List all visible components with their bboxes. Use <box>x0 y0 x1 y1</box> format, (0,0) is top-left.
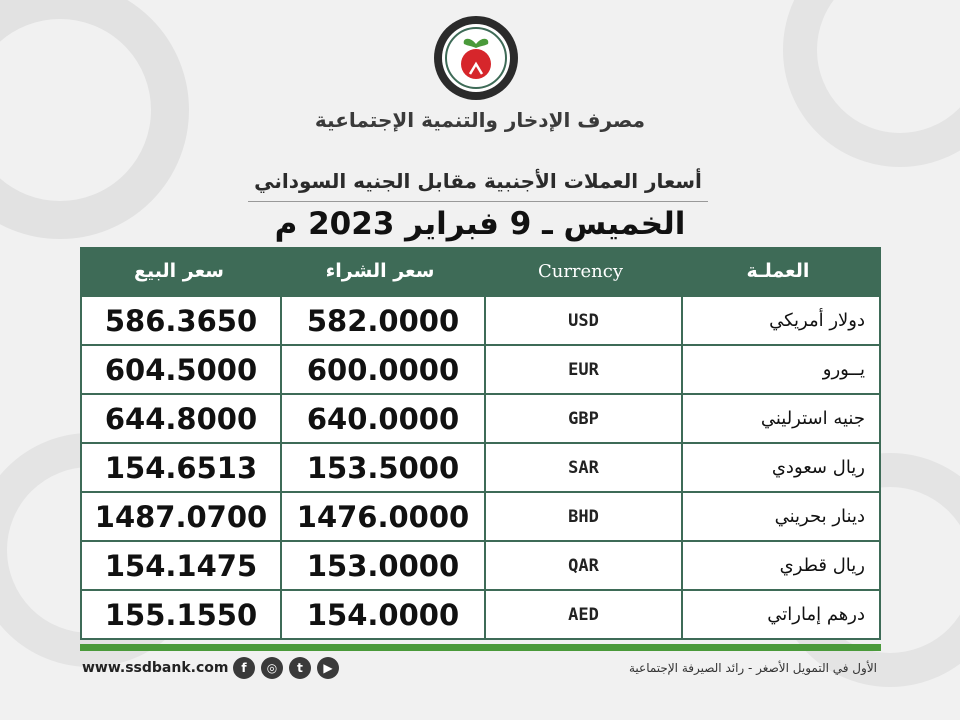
currency-code: EUR <box>484 346 681 393</box>
header-name: العملـة <box>746 260 810 282</box>
sell-rate: 604.5000 <box>104 352 258 387</box>
footer-bar <box>80 644 881 651</box>
currency-code: BHD <box>484 493 681 540</box>
table-row <box>82 295 879 346</box>
buy-rate: 640.0000 <box>280 395 484 442</box>
bank-name: مصرف الإدخار والتنمية الإجتماعية <box>314 108 646 132</box>
currency-name: ريال سعودي <box>681 444 879 491</box>
currency-name: دولار أمريكي <box>681 297 879 344</box>
sell-rate: 154.6513 <box>104 450 258 485</box>
table-header <box>80 247 881 295</box>
bank-logo <box>432 14 520 102</box>
social-links <box>233 657 339 679</box>
buy-rate: 153.5000 <box>280 444 484 491</box>
twitter-icon[interactable]: t <box>289 657 311 679</box>
currency-code: QAR <box>484 542 681 589</box>
sell-rate: 154.1475 <box>104 548 258 583</box>
buy-rate: 154.0000 <box>280 591 484 638</box>
header-buy: سعر الشراء <box>325 260 435 282</box>
facebook-icon[interactable]: f <box>233 657 255 679</box>
bank-slogan: الأول في التمويل الأصغر - رائد الصيرفة الإجتماعية <box>628 661 877 675</box>
currency-code: USD <box>484 297 681 344</box>
table-row <box>82 493 879 542</box>
page-title: أسعار العملات الأجنبية مقابل الجنيه السوداني <box>254 169 702 193</box>
buy-rate: 153.0000 <box>280 542 484 589</box>
header-currency: Currency <box>537 260 624 282</box>
buy-rate: 600.0000 <box>280 346 484 393</box>
table-row <box>82 346 879 395</box>
background-gear-decoration <box>770 0 960 180</box>
currency-code: GBP <box>484 395 681 442</box>
background-gear-decoration <box>0 0 210 260</box>
buy-rate: 1476.0000 <box>280 493 484 540</box>
title-divider <box>248 201 708 202</box>
table-row <box>82 444 879 493</box>
rates-date: الخميس ـ 9 فبراير 2023 م <box>274 206 686 242</box>
header-sell: سعر البيع <box>134 260 224 282</box>
currency-name: ريال قطري <box>681 542 879 589</box>
currency-code: SAR <box>484 444 681 491</box>
sell-rate: 586.3650 <box>104 303 258 338</box>
table-row <box>82 591 879 640</box>
instagram-icon[interactable]: ◎ <box>261 657 283 679</box>
table-row <box>82 395 879 444</box>
table-body <box>80 295 881 640</box>
buy-rate: 582.0000 <box>280 297 484 344</box>
currency-name: درهم إماراتي <box>681 591 879 638</box>
currency-name: جنيه استرليني <box>681 395 879 442</box>
table-row <box>82 542 879 591</box>
currency-name: دينار بحريني <box>681 493 879 540</box>
website-link[interactable]: www.ssdbank.com <box>82 660 229 676</box>
youtube-icon[interactable]: ▶ <box>317 657 339 679</box>
sell-rate: 1487.0700 <box>94 499 268 534</box>
currency-code: AED <box>484 591 681 638</box>
sell-rate: 155.1550 <box>104 597 258 632</box>
exchange-rates-table <box>80 247 881 640</box>
sell-rate: 644.8000 <box>104 401 258 436</box>
currency-name: يــورو <box>681 346 879 393</box>
